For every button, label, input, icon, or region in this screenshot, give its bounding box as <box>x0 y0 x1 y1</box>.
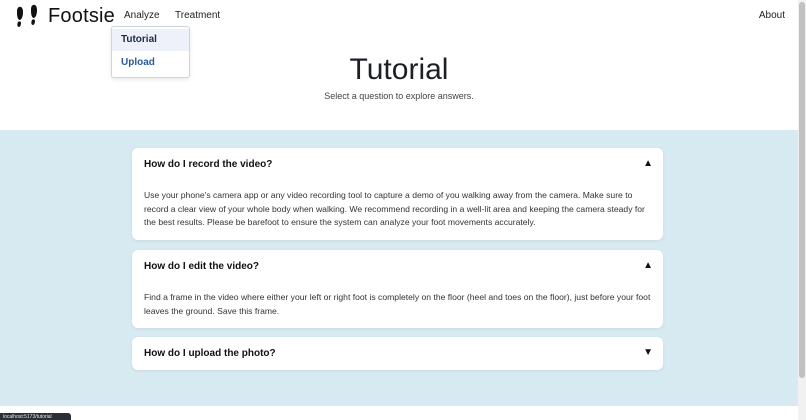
scrollbar-thumb[interactable] <box>799 2 805 378</box>
faq-question: How do I record the video? <box>144 159 273 170</box>
faq-question-button[interactable] <box>132 148 663 181</box>
nav-treatment[interactable]: Treatment <box>175 10 221 21</box>
faq-question-button[interactable] <box>132 250 663 283</box>
faq-question-button[interactable] <box>132 337 663 370</box>
faq-answer: Use your phone's camera app or any video recording tool to capture a demo of you walking away from the camera. Make sure to record a clear view of your whole body when walking. We recommend recording in a well-lit area and keeping the camera steady for the best results. Please be barefoot to ensure the system can analyze your foot movements accurately. <box>144 190 645 227</box>
brand-name: Footsie <box>48 4 115 27</box>
nav-analyze[interactable]: Analyze <box>124 10 160 21</box>
link-url-tooltip: localhost:5173/tutorial <box>0 413 71 420</box>
faq-item <box>132 337 663 370</box>
faq-question: How do I upload the photo? <box>144 348 276 359</box>
faq-item <box>132 250 663 328</box>
page-subtitle: Select a question to explore answers. <box>324 91 474 101</box>
triangle-down-icon: ▼ <box>643 347 653 358</box>
faq-question: How do I edit the video? <box>144 261 259 272</box>
faq-item <box>132 148 663 240</box>
footprints-icon <box>14 3 40 29</box>
page-title: Tutorial <box>349 53 449 86</box>
vertical-scrollbar[interactable] <box>798 0 806 420</box>
triangle-up-icon: ▲ <box>643 158 653 169</box>
brand-link[interactable] <box>14 3 115 29</box>
nav-about[interactable]: About <box>758 10 785 21</box>
dropdown-item-tutorial[interactable]: Tutorial <box>112 29 189 51</box>
faq-answer: Find a frame in the video where either your left or right foot is completely on the floor (heel and toes on the floor), just before your foot leaves the ground. Save this frame. <box>144 292 651 316</box>
dropdown-item-upload[interactable]: Upload <box>121 57 155 68</box>
triangle-up-icon: ▲ <box>643 260 653 271</box>
